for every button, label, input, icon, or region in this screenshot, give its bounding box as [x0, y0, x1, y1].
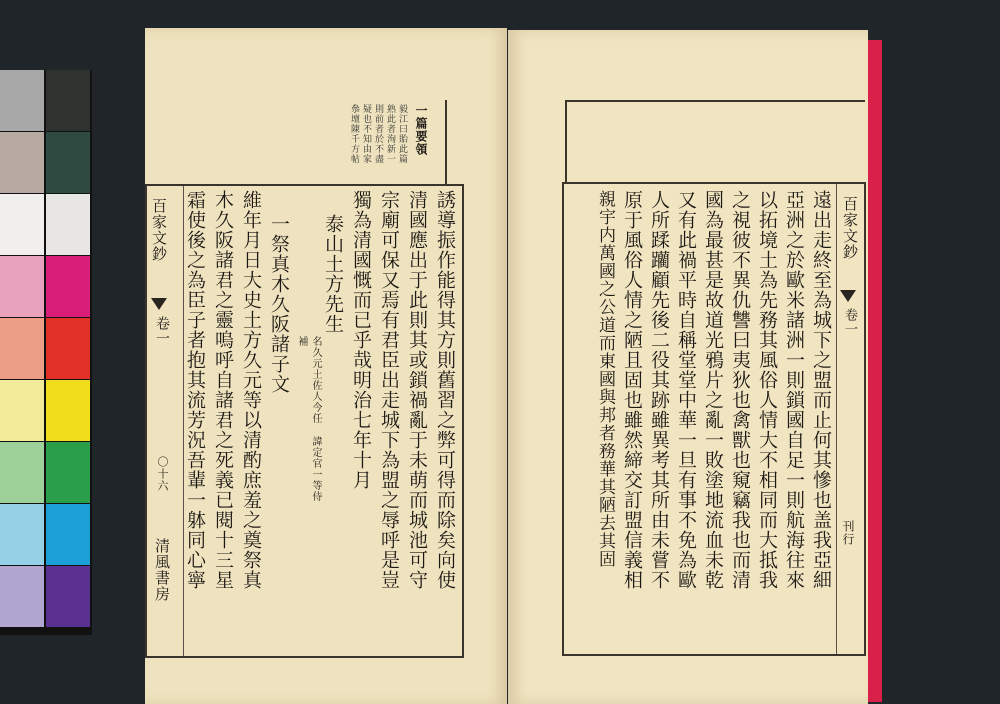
color-swatch — [46, 318, 90, 379]
color-swatch — [46, 380, 90, 441]
color-swatch — [46, 566, 90, 627]
color-swatch — [0, 256, 44, 317]
left-text-column: 霜使後之為臣子者抱其流芳況吾輩一躰同心寧 — [184, 190, 206, 590]
left-note-line: 則前者於不盡 — [373, 104, 383, 164]
left-text-column: 誘導振作能得其方則舊習之弊可得而除矣向使 — [434, 190, 456, 590]
right-volume: 卷一 — [842, 308, 857, 336]
right-text-column: 親宇内萬國之公道而東國與邦者務華其陋去其固 — [595, 190, 615, 568]
color-swatch — [0, 504, 44, 565]
color-swatch — [46, 504, 90, 565]
left-publisher: 清風書房 — [153, 538, 171, 602]
left-note-line: 疑也不知由家 — [361, 104, 371, 164]
right-text-column: 又有此禍平時自稱堂堂中華一旦有事不免為歐 — [675, 190, 697, 590]
color-swatch — [0, 70, 44, 131]
right-side-label: 刊行 — [841, 520, 855, 546]
right-book-title: 百家文鈔 — [841, 196, 859, 260]
color-swatch — [0, 132, 44, 193]
left-page-number: 〇十六 — [156, 456, 169, 492]
page-edge-red — [868, 40, 882, 702]
left-text-column: 一祭真木久阪諸子文 — [268, 214, 290, 394]
right-text-column: 遠出走終至為城下之盟而止何其慘也盖我亞細 — [810, 190, 832, 590]
left-text-column: 維年月日大史土方久元等以清酌庶羞之奠祭真 — [240, 190, 262, 590]
color-swatch — [0, 442, 44, 503]
left-note-line: 熟此者洵新一 — [385, 104, 395, 164]
left-volume: 卷一 — [154, 316, 170, 346]
color-swatch — [46, 256, 90, 317]
right-text-column: 原于風俗人情之陋且固也雖然締交訂盟信義相 — [621, 190, 643, 590]
right-fishtail-mark — [840, 290, 856, 302]
color-swatch — [0, 566, 44, 627]
left-text-column: 獨為清國慨而已乎哉明治七年十月 — [350, 190, 372, 490]
right-text-column: 以拓境土為先務其風俗人情大不相同而大抵我 — [756, 190, 778, 590]
left-header-label: 一篇要領 — [414, 104, 428, 156]
left-text-column: 清國應出于此則其或鎖禍亂于未萌而城池可守 — [406, 190, 428, 590]
left-fishtail-mark — [151, 298, 167, 310]
right-text-column: 人所蹂躪顧先後二役其跡雖異考其所由未嘗不 — [648, 190, 670, 590]
right-top-frame — [565, 100, 865, 184]
left-text-column: 泰山土方先生 — [322, 214, 344, 334]
left-book-title: 百家文鈔 — [150, 198, 168, 262]
right-text-column: 國為最甚是故道光鴉片之亂一敗塗地流血未乾 — [702, 190, 724, 590]
left-text-column: 名久元土佐人今任 諱定官一等侍補 — [296, 336, 321, 502]
left-note-line: 叅壇陳千方帖 — [349, 104, 359, 164]
left-note-line: 毅江曰貽此篇 — [397, 104, 407, 164]
left-text-column: 宗廟可保又焉有君臣出走城下為盟之辱呼是豈 — [378, 190, 400, 590]
right-text-column: 亞洲之於歐米諸洲一則鎖國自足一則航海往來 — [783, 190, 805, 590]
color-swatch — [46, 194, 90, 255]
color-swatch — [0, 318, 44, 379]
color-swatch — [46, 132, 90, 193]
color-swatch — [0, 380, 44, 441]
color-swatch — [46, 70, 90, 131]
color-checker-card — [0, 70, 92, 635]
color-swatch — [46, 442, 90, 503]
right-text-column: 之視彼不異仇讐曰夷狄也禽獸也窺竊我也而清 — [729, 190, 751, 590]
color-swatch — [0, 194, 44, 255]
left-text-column: 木久阪諸君之靈嗚呼自諸君之死義已閱十三星 — [212, 190, 234, 590]
